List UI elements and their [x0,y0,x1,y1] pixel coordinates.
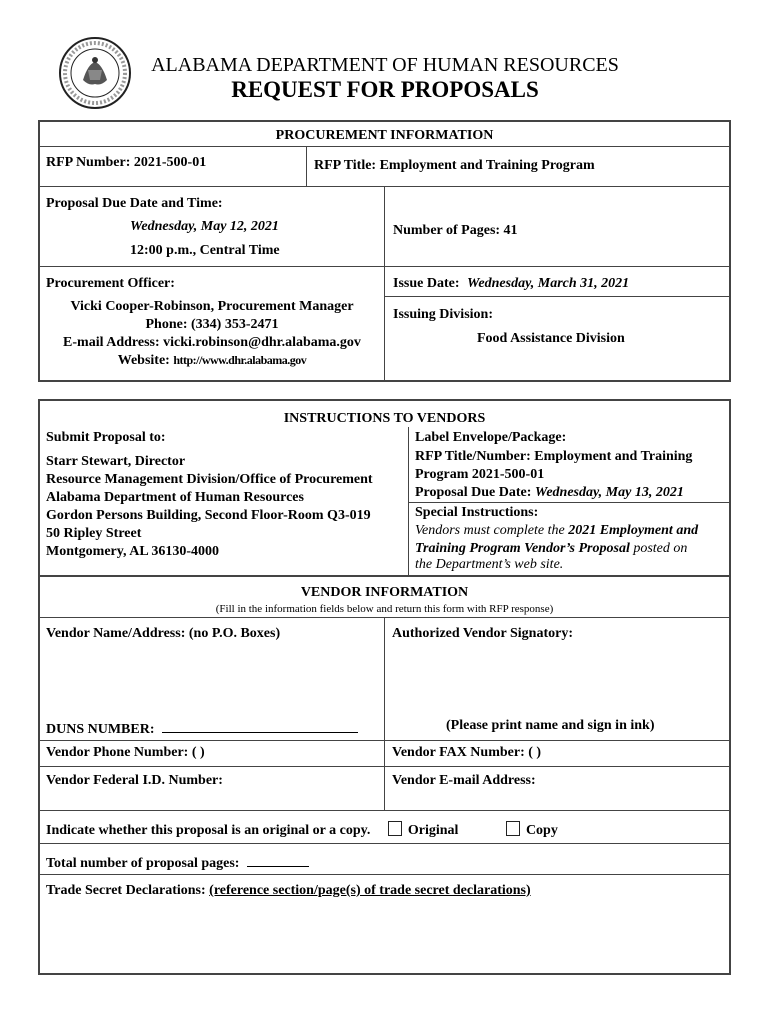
address-line-4: Gordon Persons Building, Second Floor-Room Q3-019 [46,508,371,523]
duns-field[interactable] [46,718,358,738]
vendor-phone-field[interactable]: Vendor Phone Number: ( ) [46,745,205,760]
duns-label: DUNS NUMBER: [46,722,155,737]
due-date: Wednesday, May 12, 2021 [130,219,279,234]
rfp-title: RFP Title: Employment and Training Program [314,158,595,173]
copy-label: Copy [525,823,558,838]
original-copy-row [46,821,558,839]
special-text-2a: Training Program Vendor’s Proposal [415,541,630,556]
signatory-label: Authorized Vendor Signatory: [392,626,573,641]
division-label: Issuing Division: [393,307,493,322]
vendor-name-label: Vendor Name/Address: (no P.O. Boxes) [46,626,281,641]
address-line-6: Montgomery, AL 36130-4000 [46,544,220,559]
total-pages-field[interactable] [46,852,309,872]
org-name: ALABAMA DEPARTMENT OF HUMAN RESOURCES [151,54,619,76]
officer-name: Vicki Cooper-Robinson, Procurement Manager [70,299,354,314]
label-due-label: Proposal Due Date: [415,485,532,500]
due-time: 12:00 p.m., Central Time [130,243,280,258]
original-checkbox[interactable] [388,821,402,836]
due-label: Proposal Due Date and Time: [46,196,223,211]
label-due-value: Wednesday, May 13, 2021 [534,485,684,500]
issue-date-value: Wednesday, March 31, 2021 [467,276,630,291]
print-note: (Please print name and sign in ink) [446,718,655,733]
trade-secret-label: Trade Secret Declarations: [46,883,206,898]
officer-website [40,353,384,369]
vendor-email-field[interactable]: Vendor E-mail Address: [392,773,536,788]
special-line-1 [415,523,698,539]
officer-label: Procurement Officer: [46,276,175,291]
trade-secret-reference: (reference section/page(s) of trade secret declarations) [209,883,531,898]
address-line-1: Starr Stewart, Director [46,454,186,469]
label-line-1: RFP Title/Number: Employment and Training [415,449,693,464]
submit-label: Submit Proposal to: [46,430,166,445]
special-text-1b: 2021 Employment and [568,523,699,538]
special-label: Special Instructions: [415,505,539,520]
address-line-3: Alabama Department of Human Resources [46,490,304,505]
total-pages-label: Total number of proposal pages: [46,856,240,871]
total-pages-input-line[interactable] [247,852,309,867]
original-label: Original [407,823,459,838]
copy-checkbox[interactable] [506,821,520,836]
label-line-2: Program 2021-500-01 [415,467,545,482]
original-copy-label: Indicate whether this proposal is an original or a copy. [46,823,371,838]
special-text-2b: posted on [629,541,688,556]
website-label: Website: [117,353,170,368]
special-line-2 [415,541,687,557]
page-title: REQUEST FOR PROPOSALS [231,77,539,102]
issue-date [393,276,629,292]
issue-date-label: Issue Date: [393,276,460,291]
label-due [415,485,684,501]
special-text-1a: Vendors must complete the [415,523,569,538]
instructions-heading: INSTRUCTIONS TO VENDORS [283,411,486,426]
website-url: http://www.dhr.alabama.gov [173,353,307,367]
division-value: Food Assistance Division [477,331,625,346]
page-count: Number of Pages: 41 [393,223,518,238]
trade-secret-row[interactable] [46,883,531,899]
rfp-number: RFP Number: 2021-500-01 [46,155,207,170]
state-seal [58,36,132,110]
address-line-5: 50 Ripley Street [46,526,142,541]
procurement-heading: PROCUREMENT INFORMATION [275,128,494,143]
duns-input-line[interactable] [162,718,358,733]
vendor-fax-field[interactable]: Vendor FAX Number: ( ) [392,745,542,760]
special-line-3: the Department’s web site. [415,557,564,572]
label-heading: Label Envelope/Package: [415,430,567,445]
address-line-2: Resource Management Division/Office of Procurement [46,472,373,487]
vendor-subheading: (Fill in the information fields below and return this form with RFP response) [215,603,554,615]
federal-id-field[interactable]: Vendor Federal I.D. Number: [46,773,223,788]
officer-phone: Phone: (334) 353-2471 [145,317,279,332]
officer-email: E-mail Address: vicki.robinson@dhr.alabama.gov [63,335,361,350]
vendor-heading: VENDOR INFORMATION [300,585,469,600]
